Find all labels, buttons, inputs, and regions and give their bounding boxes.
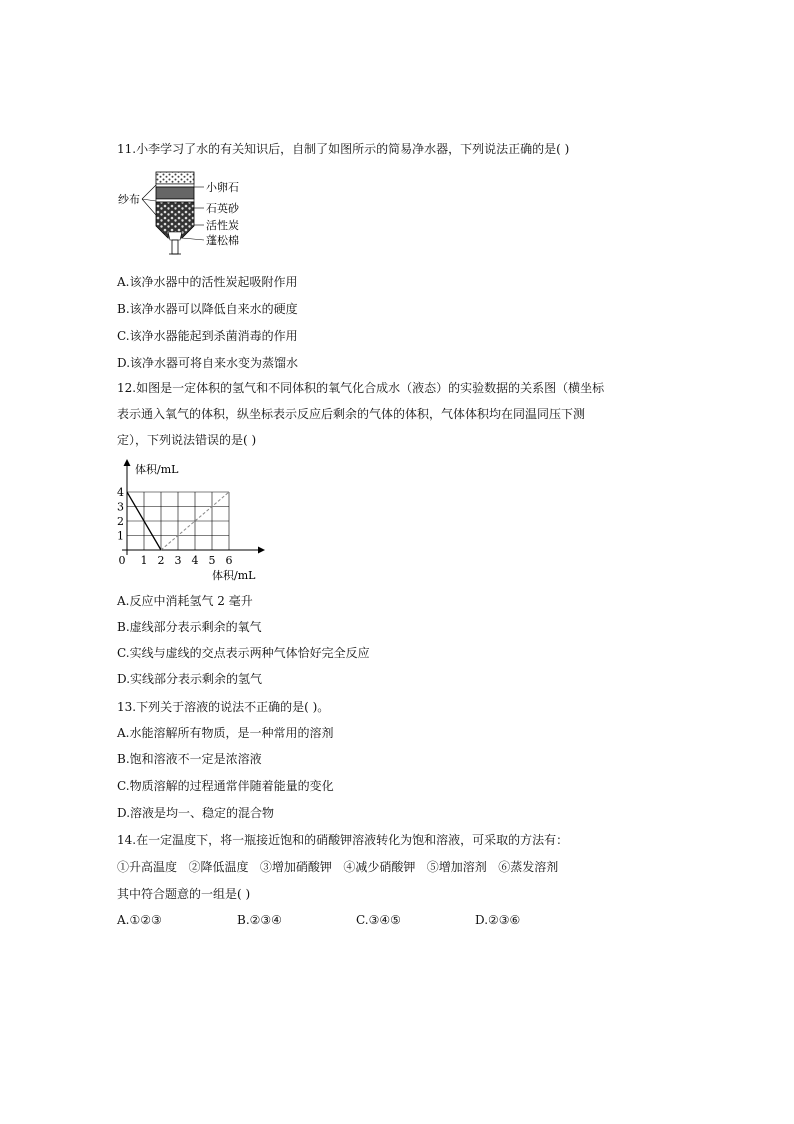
cloth-layer-2 [156,199,194,202]
q13-stem: 13.下列关于溶液的说法不正确的是( )。 [117,700,330,714]
q14-option-b: B.②③④ [237,913,282,927]
y-axis-arrow [124,459,131,466]
q12-option-c: C.实线与虚线的交点表示两种气体恰好完全反应 [117,646,370,660]
cotton-layer [168,232,182,240]
water-purifier-figure [114,168,254,264]
x-tick-2: 2 [157,554,165,567]
q13-option-d: D.溶液是均一、稳定的混合物 [117,806,275,820]
q11-option-a: A.该净水器中的活性炭起吸附作用 [117,275,298,289]
q14-prompt: 其中符合题意的一组是( ) [117,887,251,901]
q12-stem-line-1: 12.如图是一定体积的氢气和不同体积的氧气化合成水（液态）的实验数据的关系图（横坐标 [117,381,605,395]
q12-stem-line-3: 定），下列说法错误的是( ) [117,433,257,447]
q12-stem-line-2: 表示通入氧气的体积，纵坐标表示反应后剩余的气体的体积，气体体积均在同温同压下测 [117,407,586,421]
gas-volume-chart [110,458,270,586]
layer-label-pebbles: 小卵石 [206,181,239,194]
x-tick-4: 4 [191,554,199,567]
layer-label-carbon: 活性炭 [206,219,239,232]
y-axis-label: 体积/mL [135,463,179,476]
x-tick-5: 5 [208,554,216,567]
layer-label-quartz: 石英砂 [206,202,239,215]
y-tick-3: 3 [117,500,124,514]
y-tick-4: 4 [117,486,124,499]
q11-option-d: D.该净水器可将自来水变为蒸馏水 [117,356,299,370]
cloth-layer-1 [156,184,194,187]
q12-option-b: B.虚线部分表示剩余的氧气 [117,620,262,634]
q14-option-d: D.②③⑥ [475,913,521,927]
y-tick-1: 1 [117,529,124,543]
quartz-sand-layer [156,187,194,199]
q13-option-a: A.水能溶解所有物质，是一种常用的溶剂 [117,726,334,740]
chart-grid [127,492,229,550]
q13-option-b: B.饱和溶液不一定是浓溶液 [117,752,262,766]
q13-option-c: C.物质溶解的过程通常伴随着能量的变化 [117,779,334,793]
q14-methods: ①升高温度 ②降低温度 ③增加硝酸钾 ④减少硝酸钾 ⑤增加溶剂 ⑥蒸发溶剂 [117,860,559,874]
cloth-label: 纱布 [118,193,140,206]
x-tick-3: 3 [174,554,182,567]
q11-stem: 11.小李学习了水的有关知识后，自制了如图所示的简易净水器，下列说法正确的是( ) [117,142,570,156]
q14-option-c: C.③④⑤ [356,913,401,927]
q11-option-c: C.该净水器能起到杀菌消毒的作用 [117,329,298,343]
pebble-layer [156,172,194,184]
q12-option-a: A.反应中消耗氢气 2 毫升 [117,594,253,608]
q11-option-b: B.该净水器可以降低自来水的硬度 [117,302,298,316]
x-tick-1: 1 [140,554,148,567]
q14-stem: 14.在一定温度下，将一瓶接近饱和的硝酸钾溶液转化为饱和溶液，可采取的方法有： [117,833,569,847]
q14-option-a: A.①②③ [117,913,162,927]
purifier-container [156,172,194,254]
layer-label-cotton: 蓬松棉 [206,234,239,247]
q12-option-d: D.实线部分表示剩余的氢气 [117,672,263,686]
x-tick-0: 0 [118,554,126,567]
x-axis-arrow [258,547,265,554]
y-tick-2: 2 [117,515,124,528]
outlet-tube [172,240,178,254]
x-axis-label: 体积/mL [212,569,256,582]
x-tick-6: 6 [225,554,233,567]
